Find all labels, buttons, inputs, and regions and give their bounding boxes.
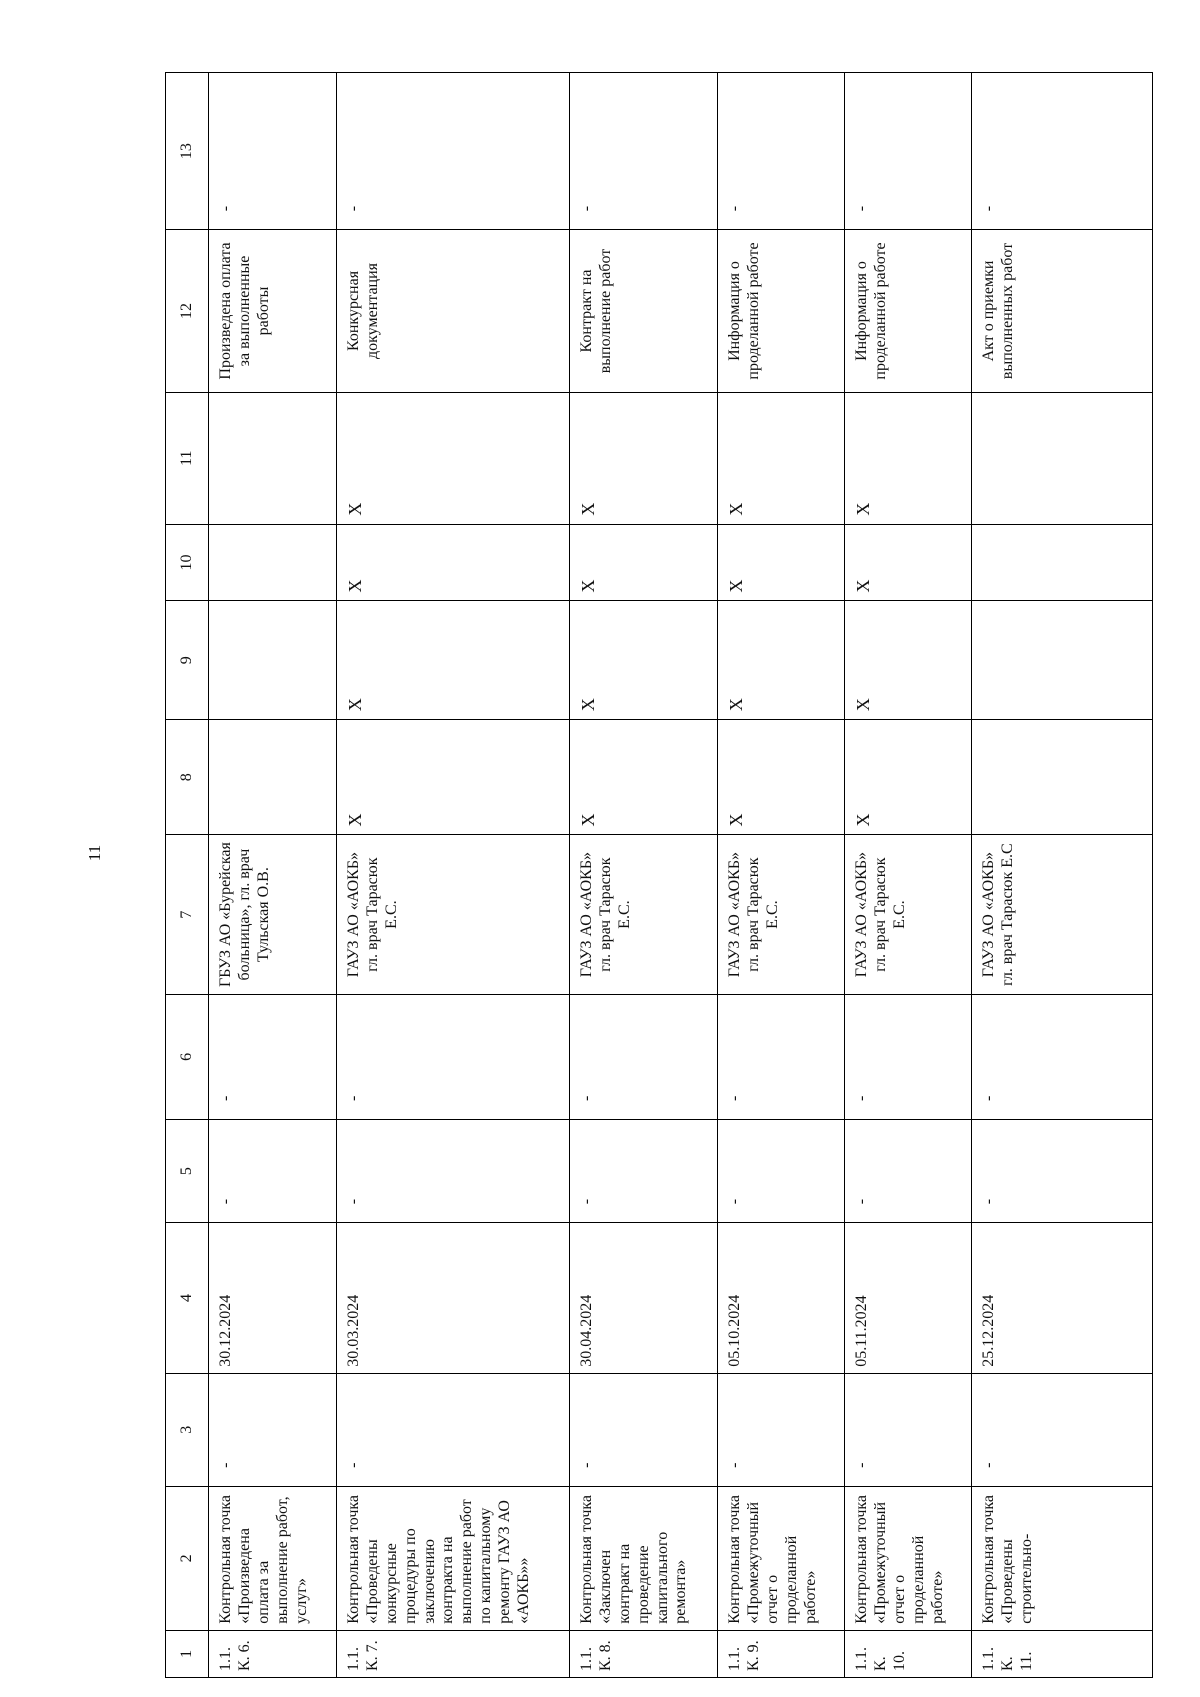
cell-11: X [337,392,570,524]
header-cell: 6 [166,994,209,1119]
deadline-date: 30.03.2024 [337,1223,570,1374]
table-row [570,73,718,1678]
result-document: Акт о приемки выполненных работ [972,230,1153,393]
header-cell: 8 [166,720,209,835]
cell-9: X [718,601,845,720]
result-document: Информация о проделанной работе [845,230,972,393]
cell-5: - [718,1119,845,1222]
event-name: Контрольная точка «Промежуточный отчет о проделанной работе» [845,1486,972,1630]
cell-8 [209,720,337,835]
cell-5: - [570,1119,718,1222]
row-number: 1.1.К. 11. [972,1630,1153,1677]
cell-5: - [209,1119,337,1222]
cell-10: X [570,524,718,601]
cell-3: - [570,1373,718,1486]
cell-9: X [570,601,718,720]
cell-13: - [972,73,1153,230]
cell-10: X [845,524,972,601]
result-document: Произведена оплата за выполненные работы [209,230,337,393]
table-row [718,73,845,1678]
cell-13: - [718,73,845,230]
result-document: Конкурсная документация [337,230,570,393]
responsible: ГАУЗ АО «АОКБ» гл. врач Тарасюк Е.С. [845,835,972,994]
responsible: ГАУЗ АО «АОКБ» гл. врач Тарасюк Е.С [972,835,1153,994]
cell-3: - [972,1373,1153,1486]
deadline-date: 25.12.2024 [972,1223,1153,1374]
deadline-date: 05.10.2024 [718,1223,845,1374]
header-row [166,73,209,1678]
table-row [972,73,1153,1678]
cell-5: - [337,1119,570,1222]
row-number: 1.1.К. 8. [570,1630,718,1677]
cell-13: - [209,73,337,230]
row-number: 1.1.К. 10. [845,1630,972,1677]
cell-10 [972,524,1153,601]
cell-10 [209,524,337,601]
cell-6: - [845,994,972,1119]
cell-11 [209,392,337,524]
table-row [845,73,972,1678]
cell-5: - [972,1119,1153,1222]
header-cell: 5 [166,1119,209,1222]
cell-6: - [209,994,337,1119]
cell-6: - [570,994,718,1119]
cell-9 [972,601,1153,720]
header-cell: 11 [166,392,209,524]
header-cell: 1 [166,1630,209,1677]
deadline-date: 30.04.2024 [570,1223,718,1374]
page-number: 11 [85,844,104,862]
cell-5: - [845,1119,972,1222]
cell-3: - [845,1373,972,1486]
responsible: ГАУЗ АО «АОКБ» гл. врач Тарасюк Е.С. [570,835,718,994]
table-row [209,73,337,1678]
row-number: 1.1.К. 6. [209,1630,337,1677]
cell-13: - [845,73,972,230]
header-cell: 7 [166,835,209,994]
cell-8 [972,720,1153,835]
event-name: Контрольная точка «Промежуточный отчет о проделанной работе» [718,1486,845,1630]
header-cell: 2 [166,1486,209,1630]
deadline-date: 05.11.2024 [845,1223,972,1374]
header-cell: 10 [166,524,209,601]
header-cell: 4 [166,1223,209,1374]
cell-13: - [570,73,718,230]
cell-6: - [972,994,1153,1119]
event-name: Контрольная точка «Заключен контракт на проведение капитального ремонта» [570,1486,718,1630]
cell-3: - [337,1373,570,1486]
header-cell: 12 [166,230,209,393]
cell-3: - [718,1373,845,1486]
result-document: Контракт на выполнение работ [570,230,718,393]
cell-3: - [209,1373,337,1486]
cell-8: X [570,720,718,835]
event-name: Контрольная точка «Проведены строительно- [972,1486,1153,1630]
result-document: Информация о проделанной работе [718,230,845,393]
responsible: ГАУЗ АО «АОКБ» гл. врач Тарасюк Е.С. [718,835,845,994]
cell-10: X [718,524,845,601]
row-number: 1.1.К. 9. [718,1630,845,1677]
cell-9: X [845,601,972,720]
responsible: ГБУЗ АО «Бурейская больница», гл. врач Тульская О.В. [209,835,337,994]
row-number: 1.1.К. 7. [337,1630,570,1677]
cell-6: - [337,994,570,1119]
cell-9: X [337,601,570,720]
cell-9 [209,601,337,720]
cell-8: X [845,720,972,835]
cell-11: X [718,392,845,524]
cell-6: - [718,994,845,1119]
event-name: Контрольная точка «Произведена оплата за выполнение работ, услуг» [209,1486,337,1630]
header-cell: 9 [166,601,209,720]
control-points-table [165,72,1153,1678]
deadline-date: 30.12.2024 [209,1223,337,1374]
cell-11 [972,392,1153,524]
cell-11: X [845,392,972,524]
cell-10: X [337,524,570,601]
cell-8: X [718,720,845,835]
table-row [337,73,570,1678]
cell-13: - [337,73,570,230]
cell-8: X [337,720,570,835]
header-cell: 13 [166,73,209,230]
event-name: Контрольная точка «Проведены конкурсные процедуры по заключению контракта на выполнение работ по капитальному ремонту ГАУЗ АО «АОКБ»» [337,1486,570,1630]
responsible: ГАУЗ АО «АОКБ» гл. врач Тарасюк Е.С. [337,835,570,994]
cell-11: X [570,392,718,524]
header-cell: 3 [166,1373,209,1486]
